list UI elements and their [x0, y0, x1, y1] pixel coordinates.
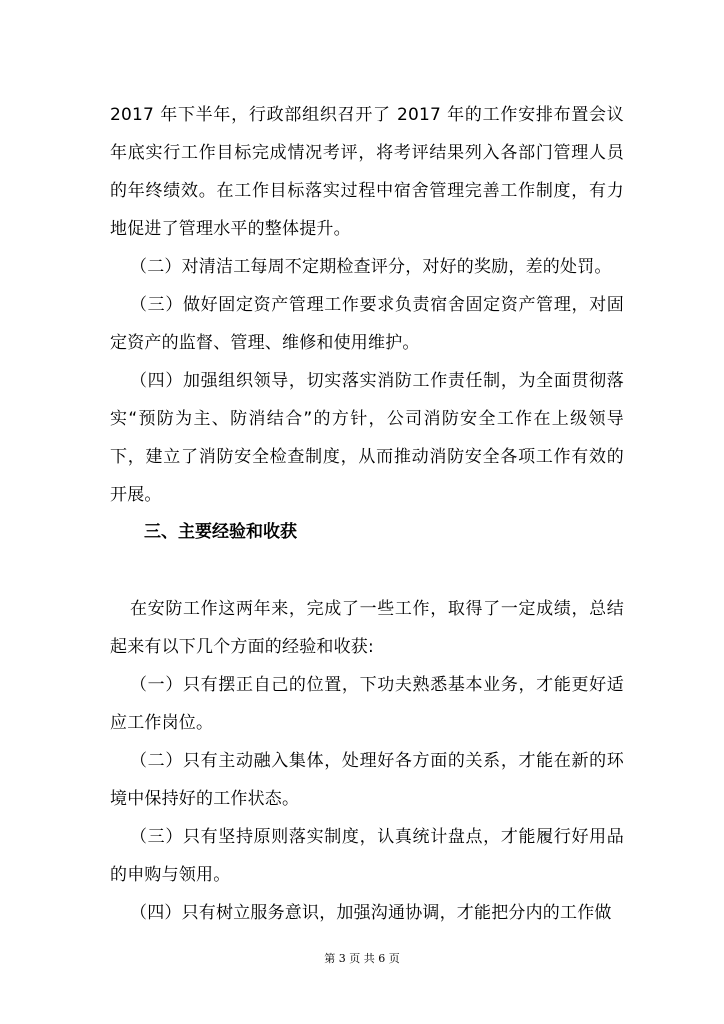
paragraph-item-2: （二）对清洁工每周不定期检查评分，对好的奖励，差的处罚。	[130, 257, 612, 277]
paragraph-lesson-1: （一）只有摆正自己的位置，下功夫熟悉基本业务，才能更好适应工作岗位。	[110, 675, 624, 733]
page-footer: 第 3 页 共 6 页	[324, 952, 400, 965]
paragraph-lesson-2: （二）只有主动融入集体，处理好各方面的关系，才能在新的环境中保持好的工作状态。	[110, 751, 624, 809]
paragraph-item-4: （四）加强组织领导，切实落实消防工作责任制，为全面贯彻落实“预防为主、防消结合”的方针，公司消防安全工作在上级领导下，建立了消防安全检查制度，从而推动消防安全各项工作有效的开展。	[110, 371, 624, 505]
paragraph-item-3: （三）做好固定资产管理工作要求负责宿舍固定资产管理，对固定资产的监督、管理、维修和使用维护。	[110, 295, 624, 353]
paragraph-lesson-4: （四）只有树立服务意识，加强沟通协调，才能把分内的工作做	[130, 903, 612, 923]
paragraph-lesson-3: （三）只有坚持原则落实制度，认真统计盘点，才能履行好用品的申购与领用。	[110, 827, 624, 885]
paragraph-summary: 在安防工作这两年来，完成了一些工作，取得了一定成绩，总结起来有以下几个方面的经验和收获:	[110, 599, 624, 657]
section-heading: 三、主要经验和收获	[144, 522, 297, 542]
paragraph-intro: 2017 年下半年，行政部组织召开了 2017 年的工作安排布置会议年底实行工作目标完成情况考评，将考评结果列入各部门管理人员的年终绩效。在工作目标落实过程中宿舍管理完善工作制度，有力地促进了管理水平的整体提升。	[110, 105, 624, 239]
